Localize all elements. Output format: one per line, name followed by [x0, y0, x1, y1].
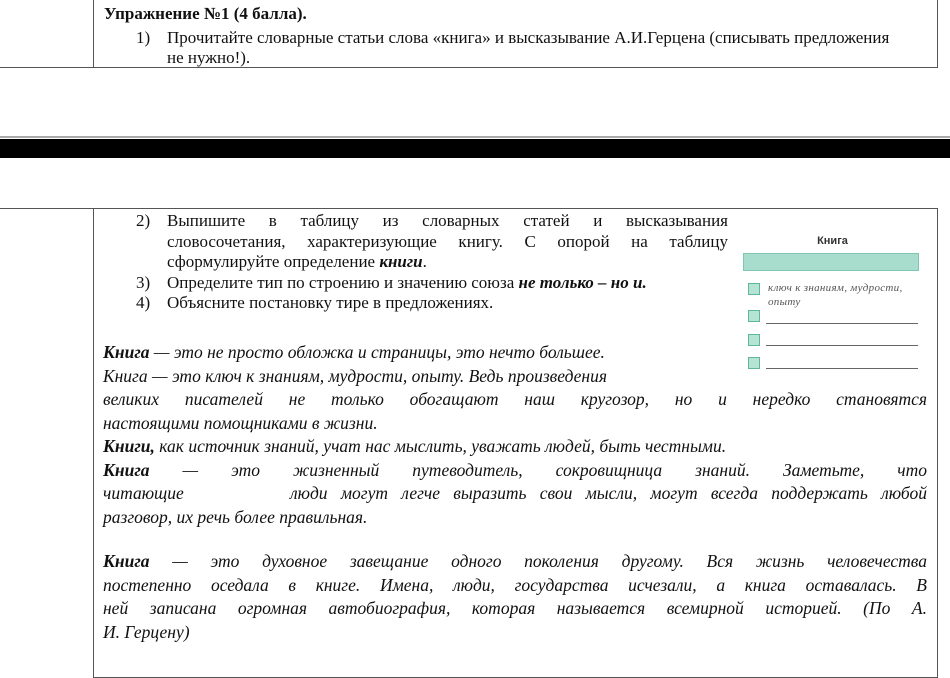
black-band	[0, 139, 950, 158]
p2-line-3: ней записана огромная автобиография, которая называется всемирной историей. (По А.	[103, 598, 927, 618]
task-2-line-3-text: сформулируйте определение	[167, 252, 380, 271]
task-2	[136, 211, 728, 273]
task-2-line-1: Выпишите в таблицу из словарных статей и высказывания	[167, 211, 728, 230]
p1-line-3: великих писателей не только обогащают наш кругозор, но и нередко становятся	[103, 389, 927, 409]
task-3-number: 3)	[136, 272, 151, 292]
task-3	[136, 273, 728, 294]
p1-line-8: разговор, их речь более правильная.	[103, 506, 368, 527]
p2-keyword: Книга	[103, 551, 150, 571]
p2-line-2: постепенно оседала в книге. Имена, люди, государства исчезали, а книга оставалась. В	[103, 574, 927, 595]
p1-keyword-1: Книга	[103, 342, 150, 362]
p1-line-1-text: — это не просто обложка и страницы, это нечто большее.	[149, 342, 605, 362]
checkbox-square-icon	[748, 283, 760, 295]
paragraph-2	[103, 550, 927, 644]
p1-line-5-text: как источник знаний, учат нас мыслить, уважать людей, быть честными.	[154, 436, 727, 456]
p1-line-2: Книга — это ключ к знаниям, мудрости, опыту. Ведь произведения	[103, 365, 607, 386]
checkbox-square-icon	[748, 310, 760, 322]
task-list	[136, 211, 728, 314]
p2-line-1	[103, 550, 927, 574]
task-3-text	[167, 273, 728, 294]
exercise-heading: Упражнение №1 (4 балла).	[104, 4, 307, 23]
task-4-number: 4)	[136, 293, 151, 312]
task-2-emphasis: книги	[379, 252, 423, 271]
paragraph-1	[103, 341, 927, 529]
p1-line-6	[103, 459, 927, 483]
task-4-text: Объясните постановку тире в предложениях.	[167, 293, 494, 312]
p1-keyword-3: Книга	[103, 459, 150, 480]
task-2-line-3	[167, 252, 728, 273]
p2-line-4: И. Герцену)	[103, 621, 190, 642]
p1-line-7: читающие люди могут легче выразить свои мысли, могут всегда поддержать любой	[103, 483, 927, 503]
task-3-text-main: Определите тип по строению и значению союза	[167, 272, 519, 292]
figure-row-1-underline	[766, 323, 918, 324]
p1-line-1	[103, 341, 725, 365]
separator-line	[0, 136, 950, 138]
p1-line-4: настоящими помощниками в жизни.	[103, 412, 378, 433]
task-2-line-2: словосочетания, характеризующие книгу. С опорой на таблицу	[167, 231, 728, 251]
task-2-line-3-end: .	[422, 252, 427, 271]
task-3-emphasis: не только – но и.	[518, 272, 647, 292]
figure-title: Книга	[817, 235, 848, 247]
p1-keyword-2: Книги,	[103, 436, 155, 456]
task-1-text: Прочитайте словарные статьи слова «книга» и высказывание А.И.Герцена (списывать предложения не нужно!).	[167, 28, 890, 67]
figure-header-bar	[743, 253, 919, 271]
task-4	[136, 293, 728, 314]
p1-line-6-text: — это жизненный путеводитель, сокровищница знаний. Заметьте, что	[149, 459, 927, 480]
top-divider-left	[0, 67, 93, 68]
figure-row-1-text: ключ к знаниям, мудрости, опыту	[768, 282, 903, 308]
task-1-number: 1)	[136, 28, 151, 47]
main-divider-left	[0, 208, 93, 209]
task-2-number: 2)	[136, 211, 151, 230]
p1-line-5	[103, 435, 927, 459]
p2-line-1-text: — это духовное завещание одного поколения другому. Вся жизнь человечества	[149, 551, 927, 571]
